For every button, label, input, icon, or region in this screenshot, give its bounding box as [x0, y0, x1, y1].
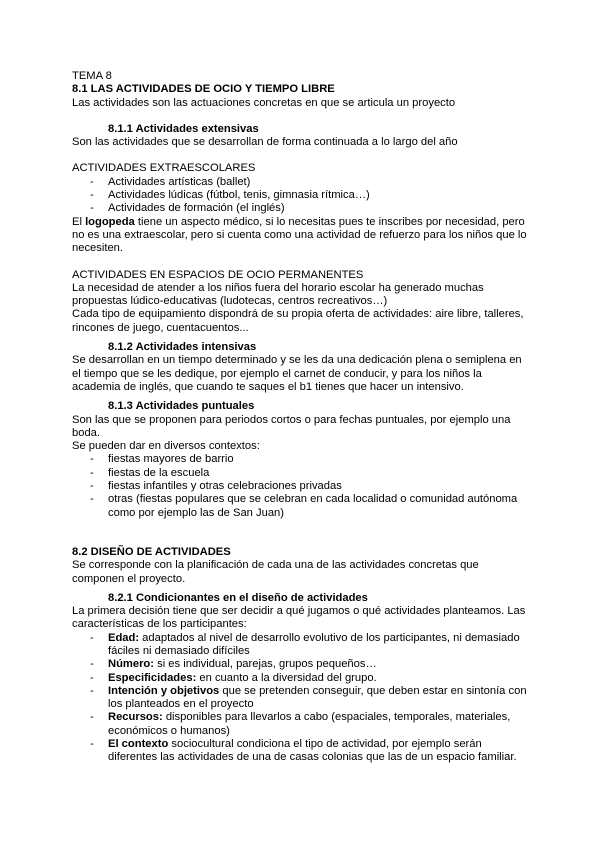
list-item: - Actividades lúdicas (fútbol, tenis, gimnasia rítmica…): [72, 189, 532, 202]
subsection-821-title: 8.2.1 Condicionantes en el diseño de actividades: [108, 591, 368, 604]
list-item: - Recursos: disponibles para llevarlos a cabo (espaciales, temporales, materiales, económicos o humanos): [72, 711, 532, 738]
subsection-812-title: 8.1.2 Actividades intensivas: [108, 341, 257, 354]
list-item: - Número: si es individual, parejas, grupos pequeños…: [72, 658, 532, 671]
extraescolares-heading: ACTIVIDADES EXTRAESCOLARES: [72, 162, 256, 175]
section-2-intro: Se corresponde con la planificación de cada una de las actividades concretas que componen el proyecto.: [72, 559, 479, 585]
extraescolares-list: [72, 176, 532, 216]
subsection-812-text: Se desarrollan en un tiempo determinado y se les da una dedicación plena o semiplena en el tiempo que se les dedique, por ejemplo el carnet de conducir, y para los niños la academia de inglés, que cuando te saques el b1 tienes que hacer un intensivo.: [72, 354, 522, 393]
section-1-title: 8.1 LAS ACTIVIDADES DE OCIO Y TIEMPO LIBRE: [72, 83, 335, 96]
subsection-813-text-1: Son las que se proponen para periodos cortos o para fechas puntuales, por ejemplo una boda.: [72, 413, 511, 439]
logopeda-paragraph: El logopeda tiene un aspecto médico, si lo necesitas pues te inscribes por necesidad, pero no es una extraescolar, pero si cuenta como una actividad de refuerzo para los niños que lo necesiten.: [72, 215, 527, 255]
subsection-813-text-2: Se pueden dar en diversos contextos:: [72, 440, 260, 453]
list-item: - Actividades de formación (el inglés): [72, 202, 532, 215]
list-item: - Actividades artísticas (ballet): [72, 176, 532, 189]
espacios-text-1: La necesidad de atender a los niños fuera del horario escolar ha generado muchas propuestas lúdico-educativas (ludotecas, centros recreativos…): [72, 281, 484, 308]
espacios-text-2: Cada tipo de equipamiento dispondrá de su propia oferta de actividades: aire libre, talleres, rincones de juego, cuentacuentos...: [72, 308, 524, 334]
tema-label: TEMA 8: [72, 70, 112, 82]
contextos-list: [72, 453, 532, 519]
list-item: - fiestas de la escuela: [72, 467, 532, 480]
list-item: - El contexto sociocultural condiciona el tipo de actividad, por ejemplo serán diferentes las actividades de una de casas colonias que las de un espacio familiar.: [72, 738, 532, 765]
list-item: - Intención y objetivos que se pretenden conseguir, que deben estar en sintonía con los planteados en el proyecto: [72, 685, 532, 712]
section-1-intro: Las actividades son las actuaciones concretas en que se articula un proyecto: [72, 96, 456, 109]
list-item: - Especificidades: en cuanto a la diversidad del grupo.: [72, 672, 532, 685]
list-item: - fiestas mayores de barrio: [72, 453, 532, 466]
list-item: - fiestas infantiles y otras celebraciones privadas: [72, 480, 532, 493]
subsection-813-title: 8.1.3 Actividades puntuales: [108, 400, 255, 413]
caracteristicas-list: [72, 632, 532, 765]
subsection-811-text: Son las actividades que se desarrollan de forma continuada a lo largo del año: [72, 136, 458, 149]
espacios-heading: ACTIVIDADES EN ESPACIOS DE OCIO PERMANENTES: [72, 268, 364, 281]
section-2-title: 8.2 DISEÑO DE ACTIVIDADES: [72, 545, 231, 558]
subsection-821-text: La primera decisión tiene que ser decidir a qué jugamos o qué actividades planteamos. Las características de los participantes:: [72, 605, 526, 631]
subsection-811-title: 8.1.1 Actividades extensivas: [108, 122, 259, 135]
document-page: [72, 70, 532, 765]
list-item: - otras (fiestas populares que se celebran en cada localidad o comunidad autónoma como por ejemplo las de San Juan): [72, 493, 532, 520]
logopeda-term: logopeda: [85, 215, 135, 228]
list-item: - Edad: adaptados al nivel de desarrollo evolutivo de los participantes, ni demasiado fáciles ni demasiado difíciles: [72, 632, 532, 659]
